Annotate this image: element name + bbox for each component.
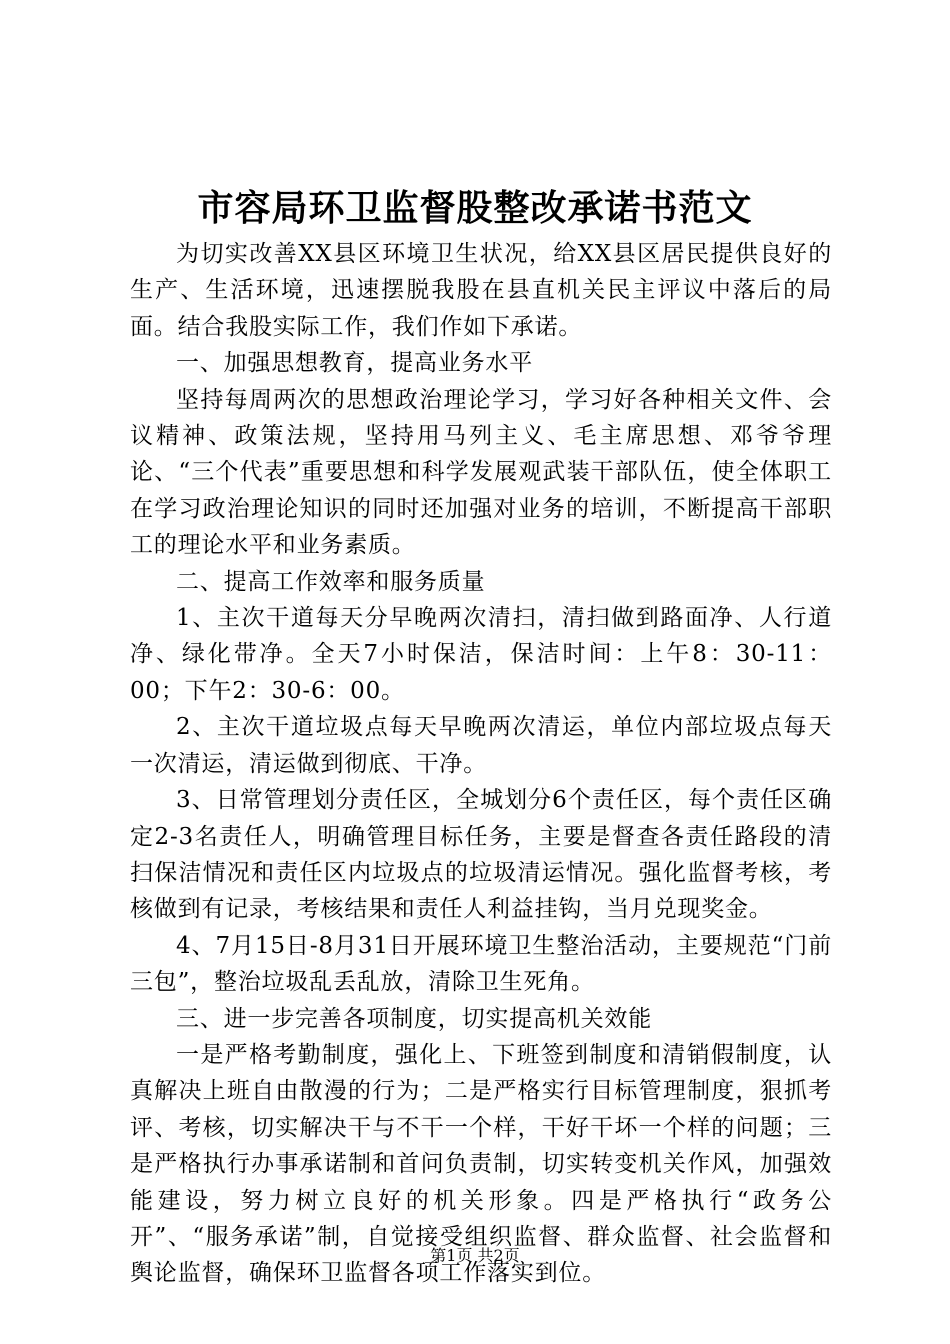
paragraph-item-1: 1、主次干道每天分早晚两次清扫，清扫做到路面净、人行道净、绿化带净。全天7小时保洁，保洁时间：上午8：30-11：00；下午2：30-6：00。 [130,605,832,704]
paragraph-item-4: 4、7月15日-8月31日开展环境卫生整治活动，主要规范“门前三包”，整治垃圾乱丢乱放，清除卫生死角。 [130,932,832,996]
section-heading-3: 三、进一步完善各项制度，切实提高机关效能 [176,1005,652,1032]
document-body [130,236,832,1292]
page-number-footer: 第1页 共2页 [430,1246,520,1265]
paragraph-item-2: 2、主次干道垃圾点每天早晚两次清运，单位内部垃圾点每天一次清运，清运做到彻底、干净。 [130,714,832,777]
paragraph-item-3: 3、日常管理划分责任区，全城划分6个责任区，每个责任区确定2-3名责任人，明确管理目标任务，主要是督查各责任路段的清扫保洁情况和责任区内垃圾点的垃圾清运情况。强化监督考核，考核做到有记录，考核结果和责任人利益挂钩，当月兑现奖金。 [130,787,832,923]
paragraph-systems: 一是严格考勤制度，强化上、下班签到制度和清销假制度，认真解决上班自由散漫的行为；二是严格实行目标管理制度，狠抓考评、考核，切实解决干与不干一个样，干好干坏一个样的问题；三是严格执行办事承诺制和首问负责制，切实转变机关作风，加强效能建设，努力树立良好的机关形象。四是严格执行“政务公开”、“服务承诺”制，自觉接受组织监督、群众监督、社会监督和舆论监督，确保环卫监督各项工作落实到位。 [130,1041,832,1287]
paragraph-intro: 为切实改善XX县区环境卫生状况，给XX县区居民提供良好的生产、生活环境，迅速摆脱我股在县直机关民主评议中落后的局面。结合我股实际工作，我们作如下承诺。 [130,241,832,340]
document-title: 市容局环卫监督股整改承诺书范文 [197,187,753,229]
section-heading-1: 一、加强思想教育，提高业务水平 [176,350,533,377]
paragraph-study: 坚持每周两次的思想政治理论学习，学习好各种相关文件、会议精神、政策法规，坚持用马列主义、毛主席思想、邓爷爷理论、“三个代表”重要思想和科学发展观武装干部队伍，使全体职工在学习政治理论知识的同时还加强对业务的培训，不断提高干部职工的理论水平和业务素质。 [130,386,832,559]
section-heading-2: 二、提高工作效率和服务质量 [176,568,486,595]
